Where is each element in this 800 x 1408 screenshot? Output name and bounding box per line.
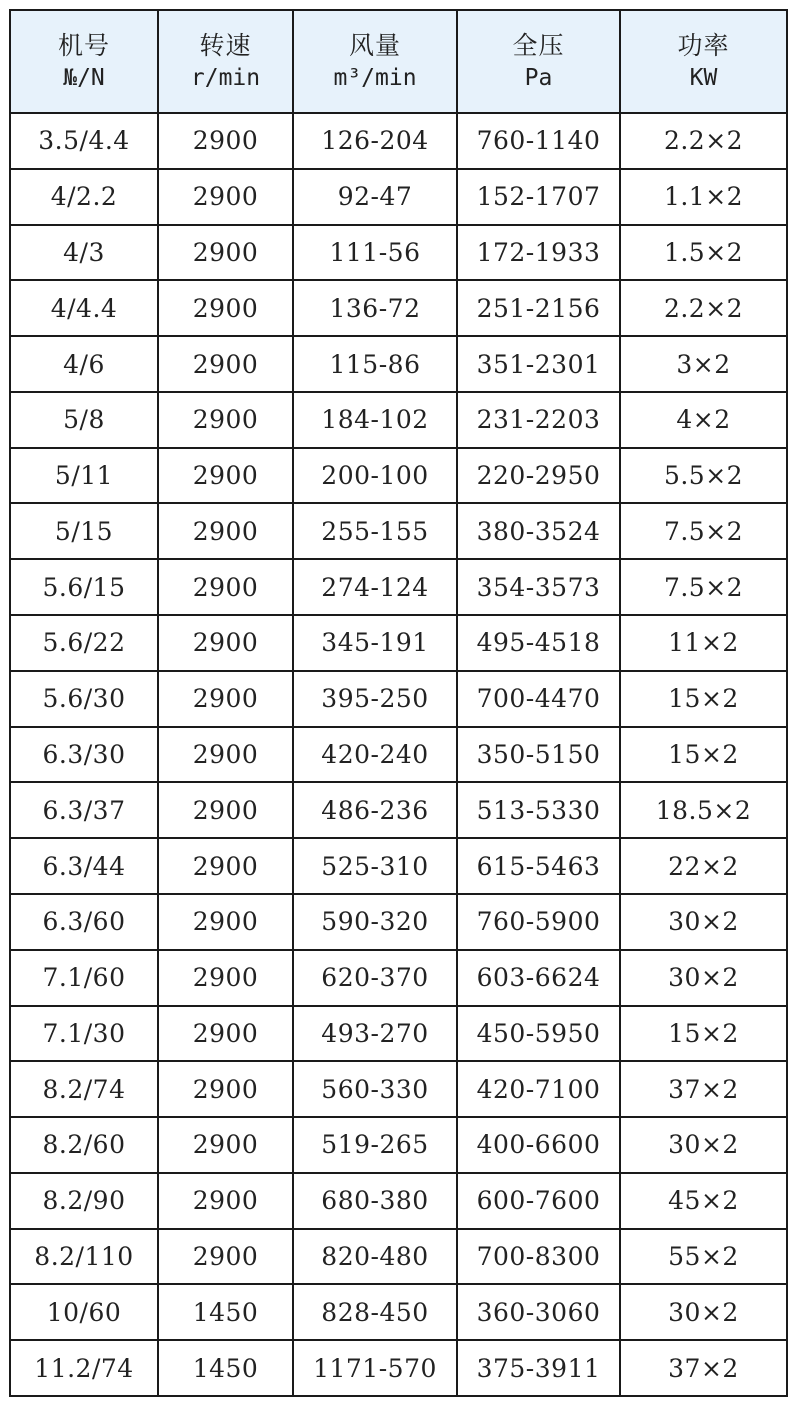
cell-airflow: 255-155 (293, 503, 457, 559)
cell-power: 37×2 (620, 1340, 787, 1396)
cell-speed: 2900 (158, 113, 293, 169)
cell-pressure: 615-5463 (457, 838, 620, 894)
cell-power: 11×2 (620, 615, 787, 671)
cell-model: 8.2/74 (10, 1061, 158, 1117)
cell-speed: 2900 (158, 950, 293, 1006)
cell-model: 5.6/22 (10, 615, 158, 671)
cell-pressure: 600-7600 (457, 1173, 620, 1229)
header-airflow-unit: m³/min (333, 64, 417, 91)
cell-model: 5/15 (10, 503, 158, 559)
cell-power: 37×2 (620, 1061, 787, 1117)
cell-pressure: 513-5330 (457, 782, 620, 838)
cell-power: 15×2 (620, 671, 787, 727)
table-row (10, 225, 787, 281)
cell-power: 15×2 (620, 1006, 787, 1062)
cell-power: 22×2 (620, 838, 787, 894)
cell-pressure: 152-1707 (457, 169, 620, 225)
table-row (10, 280, 787, 336)
cell-airflow: 486-236 (293, 782, 457, 838)
cell-power: 15×2 (620, 727, 787, 783)
cell-pressure: 603-6624 (457, 950, 620, 1006)
cell-pressure: 760-5900 (457, 894, 620, 950)
cell-speed: 2900 (158, 727, 293, 783)
cell-model: 4/6 (10, 336, 158, 392)
cell-airflow: 590-320 (293, 894, 457, 950)
cell-model: 7.1/60 (10, 950, 158, 1006)
cell-pressure: 700-4470 (457, 671, 620, 727)
cell-speed: 2900 (158, 1061, 293, 1117)
cell-power: 7.5×2 (620, 503, 787, 559)
cell-speed: 2900 (158, 782, 293, 838)
cell-model: 5.6/30 (10, 671, 158, 727)
cell-speed: 2900 (158, 1117, 293, 1173)
cell-model: 5/11 (10, 448, 158, 504)
table-row (10, 671, 787, 727)
header-model-label: 机号 (57, 31, 110, 61)
cell-power: 2.2×2 (620, 280, 787, 336)
cell-model: 8.2/90 (10, 1173, 158, 1229)
cell-airflow: 525-310 (293, 838, 457, 894)
header-airflow (293, 10, 457, 113)
table-body (10, 113, 787, 1396)
cell-power: 30×2 (620, 1117, 787, 1173)
cell-power: 1.1×2 (620, 169, 787, 225)
cell-model: 8.2/110 (10, 1229, 158, 1285)
cell-pressure: 351-2301 (457, 336, 620, 392)
header-pressure-label: 全压 (512, 31, 565, 61)
cell-pressure: 354-3573 (457, 559, 620, 615)
cell-pressure: 400-6600 (457, 1117, 620, 1173)
cell-pressure: 700-8300 (457, 1229, 620, 1285)
cell-model: 8.2/60 (10, 1117, 158, 1173)
cell-power: 2.2×2 (620, 113, 787, 169)
cell-speed: 2900 (158, 671, 293, 727)
cell-speed: 2900 (158, 392, 293, 448)
cell-speed: 2900 (158, 336, 293, 392)
cell-speed: 2900 (158, 1006, 293, 1062)
cell-speed: 2900 (158, 280, 293, 336)
cell-airflow: 126-204 (293, 113, 457, 169)
cell-pressure: 231-2203 (457, 392, 620, 448)
cell-power: 18.5×2 (620, 782, 787, 838)
header-pressure-unit: Pa (524, 64, 553, 91)
cell-airflow: 111-56 (293, 225, 457, 281)
header-speed-unit: r/min (190, 64, 261, 91)
cell-power: 30×2 (620, 950, 787, 1006)
table-row (10, 838, 787, 894)
cell-speed: 2900 (158, 559, 293, 615)
cell-airflow: 420-240 (293, 727, 457, 783)
cell-airflow: 560-330 (293, 1061, 457, 1117)
cell-power: 45×2 (620, 1173, 787, 1229)
cell-power: 1.5×2 (620, 225, 787, 281)
table-row (10, 1061, 787, 1117)
cell-pressure: 251-2156 (457, 280, 620, 336)
cell-model: 7.1/30 (10, 1006, 158, 1062)
table-row (10, 1284, 787, 1340)
cell-model: 11.2/74 (10, 1340, 158, 1396)
cell-model: 10/60 (10, 1284, 158, 1340)
cell-speed: 2900 (158, 1173, 293, 1229)
table-row (10, 1117, 787, 1173)
cell-speed: 2900 (158, 503, 293, 559)
cell-airflow: 92-47 (293, 169, 457, 225)
header-row (10, 10, 787, 113)
header-model-unit: №/N (63, 64, 105, 91)
fan-spec-table (9, 9, 788, 1397)
table-row (10, 894, 787, 950)
cell-model: 6.3/44 (10, 838, 158, 894)
table-row (10, 113, 787, 169)
cell-power: 4×2 (620, 392, 787, 448)
cell-pressure: 220-2950 (457, 448, 620, 504)
table-row (10, 1173, 787, 1229)
cell-airflow: 184-102 (293, 392, 457, 448)
table-row (10, 169, 787, 225)
cell-model: 6.3/37 (10, 782, 158, 838)
cell-pressure: 380-3524 (457, 503, 620, 559)
cell-speed: 2900 (158, 838, 293, 894)
cell-pressure: 420-7100 (457, 1061, 620, 1117)
table-row (10, 1229, 787, 1285)
cell-airflow: 274-124 (293, 559, 457, 615)
header-power-unit: KW (689, 64, 718, 91)
header-power-label: 功率 (677, 31, 730, 61)
cell-airflow: 136-72 (293, 280, 457, 336)
cell-airflow: 828-450 (293, 1284, 457, 1340)
header-airflow-label: 风量 (348, 31, 401, 61)
cell-airflow: 1171-570 (293, 1340, 457, 1396)
table-row (10, 1006, 787, 1062)
header-power (620, 10, 787, 113)
cell-speed: 2900 (158, 894, 293, 950)
cell-speed: 2900 (158, 169, 293, 225)
cell-airflow: 345-191 (293, 615, 457, 671)
cell-pressure: 350-5150 (457, 727, 620, 783)
cell-model: 5/8 (10, 392, 158, 448)
cell-airflow: 200-100 (293, 448, 457, 504)
header-model (10, 10, 158, 113)
cell-pressure: 375-3911 (457, 1340, 620, 1396)
cell-power: 30×2 (620, 894, 787, 950)
header-pressure (457, 10, 620, 113)
cell-power: 7.5×2 (620, 559, 787, 615)
cell-model: 6.3/60 (10, 894, 158, 950)
table-row (10, 727, 787, 783)
cell-speed: 2900 (158, 1229, 293, 1285)
table-row (10, 448, 787, 504)
cell-pressure: 450-5950 (457, 1006, 620, 1062)
cell-pressure: 360-3060 (457, 1284, 620, 1340)
cell-pressure: 760-1140 (457, 113, 620, 169)
table-row (10, 1340, 787, 1396)
cell-power: 55×2 (620, 1229, 787, 1285)
cell-airflow: 395-250 (293, 671, 457, 727)
table-header (10, 10, 787, 113)
cell-power: 5.5×2 (620, 448, 787, 504)
cell-model: 4/3 (10, 225, 158, 281)
cell-speed: 2900 (158, 615, 293, 671)
table-row (10, 782, 787, 838)
cell-power: 30×2 (620, 1284, 787, 1340)
cell-airflow: 820-480 (293, 1229, 457, 1285)
table-row (10, 336, 787, 392)
cell-airflow: 493-270 (293, 1006, 457, 1062)
table-row (10, 559, 787, 615)
cell-airflow: 519-265 (293, 1117, 457, 1173)
cell-airflow: 680-380 (293, 1173, 457, 1229)
cell-model: 3.5/4.4 (10, 113, 158, 169)
cell-pressure: 172-1933 (457, 225, 620, 281)
cell-speed: 2900 (158, 448, 293, 504)
cell-model: 4/2.2 (10, 169, 158, 225)
cell-pressure: 495-4518 (457, 615, 620, 671)
cell-speed: 2900 (158, 225, 293, 281)
cell-power: 3×2 (620, 336, 787, 392)
table-row (10, 950, 787, 1006)
table-row (10, 503, 787, 559)
table-row (10, 392, 787, 448)
cell-model: 5.6/15 (10, 559, 158, 615)
cell-model: 4/4.4 (10, 280, 158, 336)
header-speed-label: 转速 (199, 31, 252, 61)
cell-model: 6.3/30 (10, 727, 158, 783)
cell-speed: 1450 (158, 1340, 293, 1396)
cell-speed: 1450 (158, 1284, 293, 1340)
cell-airflow: 115-86 (293, 336, 457, 392)
cell-airflow: 620-370 (293, 950, 457, 1006)
table-row (10, 615, 787, 671)
header-speed (158, 10, 293, 113)
